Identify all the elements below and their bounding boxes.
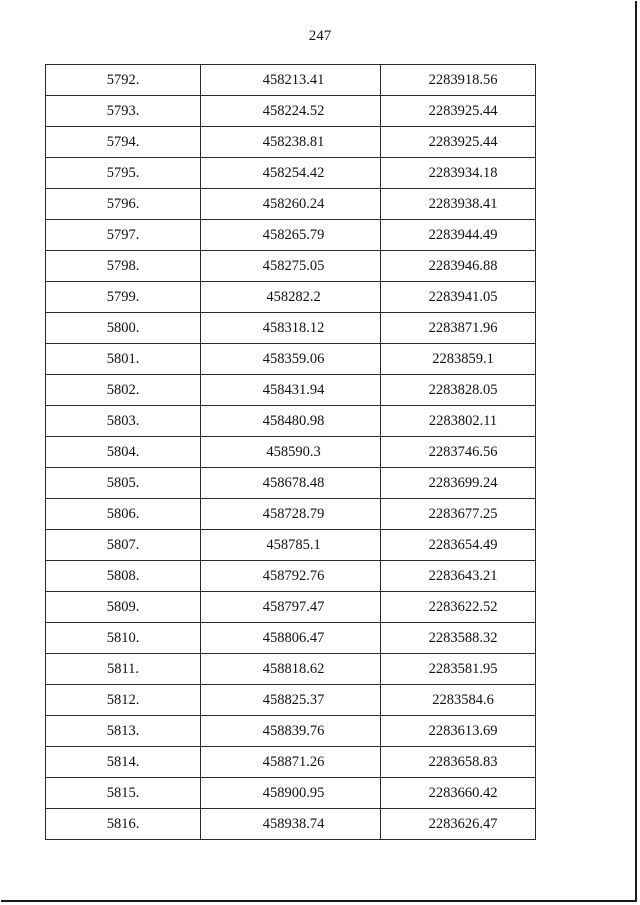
point-number-cell-text: 5795.	[106, 164, 140, 181]
y-coordinate-cell-text: 2283802.11	[428, 412, 498, 429]
point-number-cell-text: 5801.	[106, 350, 140, 367]
coordinates-table	[45, 64, 536, 840]
table-row	[46, 716, 536, 747]
x-coordinate-cell	[201, 313, 381, 344]
y-coordinate-cell	[381, 158, 536, 189]
y-coordinate-cell-text: 2283828.05	[428, 381, 498, 398]
point-number-cell-text: 5804.	[106, 443, 140, 460]
point-number-cell	[46, 344, 201, 375]
point-number-cell-text: 5813.	[106, 722, 140, 739]
x-coordinate-cell-text: 458797.47	[262, 598, 325, 615]
x-coordinate-cell-text: 458728.79	[262, 505, 325, 522]
y-coordinate-cell	[381, 437, 536, 468]
point-number-cell-text: 5803.	[106, 412, 140, 429]
x-coordinate-cell-text: 458260.24	[262, 195, 325, 212]
table-row	[46, 189, 536, 220]
table-row	[46, 375, 536, 406]
y-coordinate-cell	[381, 96, 536, 127]
x-coordinate-cell	[201, 592, 381, 623]
point-number-cell	[46, 375, 201, 406]
point-number-cell-text: 5793.	[106, 102, 140, 119]
coordinates-table-body	[46, 65, 536, 840]
point-number-cell-text: 5800.	[106, 319, 140, 336]
y-coordinate-cell	[381, 282, 536, 313]
y-coordinate-cell-text: 2283699.24	[428, 474, 498, 491]
x-coordinate-cell-text: 458792.76	[262, 567, 325, 584]
table-row	[46, 282, 536, 313]
point-number-cell-text: 5805.	[106, 474, 140, 491]
point-number-cell	[46, 716, 201, 747]
x-coordinate-cell-text: 458825.37	[262, 691, 325, 708]
y-coordinate-cell-text: 2283613.69	[428, 722, 498, 739]
point-number-cell	[46, 282, 201, 313]
y-coordinate-cell	[381, 313, 536, 344]
x-coordinate-cell-text: 458678.48	[262, 474, 325, 491]
y-coordinate-cell	[381, 375, 536, 406]
x-coordinate-cell	[201, 499, 381, 530]
y-coordinate-cell	[381, 65, 536, 96]
y-coordinate-cell-text: 2283918.56	[428, 71, 498, 88]
y-coordinate-cell-text: 2283622.52	[428, 598, 498, 615]
point-number-cell	[46, 592, 201, 623]
y-coordinate-cell-text: 2283941.05	[428, 288, 498, 305]
x-coordinate-cell	[201, 158, 381, 189]
x-coordinate-cell-text: 458900.95	[262, 784, 325, 801]
x-coordinate-cell-text: 458213.41	[262, 71, 325, 88]
x-coordinate-cell-text: 458480.98	[262, 412, 325, 429]
x-coordinate-cell	[201, 685, 381, 716]
y-coordinate-cell	[381, 716, 536, 747]
y-coordinate-cell-text: 2283871.96	[428, 319, 498, 336]
point-number-cell	[46, 809, 201, 840]
table-row	[46, 623, 536, 654]
y-coordinate-cell-text: 2283658.83	[428, 753, 498, 770]
x-coordinate-cell-text: 458431.94	[262, 381, 325, 398]
x-coordinate-cell	[201, 468, 381, 499]
point-number-cell	[46, 561, 201, 592]
table-row	[46, 654, 536, 685]
x-coordinate-cell	[201, 220, 381, 251]
y-coordinate-cell-text: 2283626.47	[428, 815, 498, 832]
y-coordinate-cell-text: 2283581.95	[428, 660, 498, 677]
y-coordinate-cell	[381, 251, 536, 282]
page-number: 247	[308, 28, 332, 44]
x-coordinate-cell-text: 458839.76	[262, 722, 325, 739]
x-coordinate-cell-text: 458265.79	[262, 226, 325, 243]
x-coordinate-cell-text: 458818.62	[262, 660, 325, 677]
table-row	[46, 220, 536, 251]
point-number-cell-text: 5798.	[106, 257, 140, 274]
y-coordinate-cell	[381, 499, 536, 530]
x-coordinate-cell	[201, 406, 381, 437]
point-number-cell	[46, 96, 201, 127]
point-number-cell	[46, 406, 201, 437]
y-coordinate-cell	[381, 127, 536, 158]
y-coordinate-cell-text: 2283938.41	[428, 195, 498, 212]
table-row	[46, 313, 536, 344]
x-coordinate-cell	[201, 530, 381, 561]
y-coordinate-cell-text: 2283643.21	[428, 567, 498, 584]
point-number-cell	[46, 189, 201, 220]
x-coordinate-cell	[201, 809, 381, 840]
y-coordinate-cell	[381, 406, 536, 437]
y-coordinate-cell	[381, 189, 536, 220]
y-coordinate-cell-text: 2283925.44	[428, 133, 498, 150]
x-coordinate-cell-text: 458359.06	[262, 350, 325, 367]
y-coordinate-cell	[381, 344, 536, 375]
y-coordinate-cell-text: 2283677.25	[428, 505, 498, 522]
table-row	[46, 561, 536, 592]
y-coordinate-cell-text: 2283746.56	[428, 443, 498, 460]
point-number-cell	[46, 220, 201, 251]
table-row	[46, 499, 536, 530]
point-number-cell-text: 5814.	[106, 753, 140, 770]
table-row	[46, 158, 536, 189]
y-coordinate-cell	[381, 561, 536, 592]
point-number-cell	[46, 685, 201, 716]
point-number-cell	[46, 778, 201, 809]
point-number-cell-text: 5797.	[106, 226, 140, 243]
y-coordinate-cell-text: 2283925.44	[428, 102, 498, 119]
x-coordinate-cell	[201, 127, 381, 158]
point-number-cell-text: 5812.	[106, 691, 140, 708]
point-number-cell	[46, 65, 201, 96]
y-coordinate-cell-text: 2283654.49	[428, 536, 498, 553]
point-number-cell-text: 5792.	[106, 71, 140, 88]
x-coordinate-cell-text: 458938.74	[262, 815, 325, 832]
x-coordinate-cell	[201, 344, 381, 375]
point-number-cell-text: 5802.	[106, 381, 140, 398]
y-coordinate-cell	[381, 530, 536, 561]
x-coordinate-cell	[201, 654, 381, 685]
y-coordinate-cell-text: 2283859.1	[432, 350, 494, 367]
x-coordinate-cell	[201, 561, 381, 592]
table-row	[46, 344, 536, 375]
y-coordinate-cell	[381, 685, 536, 716]
x-coordinate-cell-text: 458785.1	[266, 536, 321, 553]
x-coordinate-cell-text: 458590.3	[266, 443, 321, 460]
point-number-cell-text: 5799.	[106, 288, 140, 305]
point-number-cell-text: 5816.	[106, 815, 140, 832]
x-coordinate-cell	[201, 375, 381, 406]
table-row	[46, 747, 536, 778]
y-coordinate-cell-text: 2283660.42	[428, 784, 498, 801]
table-row	[46, 406, 536, 437]
point-number-cell	[46, 654, 201, 685]
x-coordinate-cell	[201, 65, 381, 96]
y-coordinate-cell-text: 2283946.88	[428, 257, 498, 274]
table-row	[46, 127, 536, 158]
x-coordinate-cell-text: 458806.47	[262, 629, 325, 646]
point-number-cell-text: 5806.	[106, 505, 140, 522]
x-coordinate-cell-text: 458254.42	[262, 164, 325, 181]
point-number-cell	[46, 530, 201, 561]
y-coordinate-cell	[381, 778, 536, 809]
point-number-cell	[46, 251, 201, 282]
point-number-cell-text: 5810.	[106, 629, 140, 646]
x-coordinate-cell	[201, 189, 381, 220]
y-coordinate-cell-text: 2283934.18	[428, 164, 498, 181]
point-number-cell-text: 5809.	[106, 598, 140, 615]
point-number-cell	[46, 158, 201, 189]
y-coordinate-cell	[381, 592, 536, 623]
x-coordinate-cell	[201, 96, 381, 127]
y-coordinate-cell	[381, 468, 536, 499]
x-coordinate-cell-text: 458871.26	[262, 753, 325, 770]
point-number-cell-text: 5808.	[106, 567, 140, 584]
table-row	[46, 96, 536, 127]
x-coordinate-cell	[201, 437, 381, 468]
point-number-cell-text: 5815.	[106, 784, 140, 801]
y-coordinate-cell	[381, 654, 536, 685]
table-row	[46, 65, 536, 96]
point-number-cell	[46, 499, 201, 530]
table-row	[46, 530, 536, 561]
x-coordinate-cell	[201, 623, 381, 654]
x-coordinate-cell-text: 458224.52	[262, 102, 325, 119]
point-number-cell-text: 5796.	[106, 195, 140, 212]
x-coordinate-cell	[201, 251, 381, 282]
point-number-cell	[46, 747, 201, 778]
point-number-cell-text: 5807.	[106, 536, 140, 553]
table-row	[46, 251, 536, 282]
x-coordinate-cell-text: 458282.2	[266, 288, 321, 305]
table-row	[46, 809, 536, 840]
x-coordinate-cell	[201, 282, 381, 313]
point-number-cell	[46, 623, 201, 654]
y-coordinate-cell	[381, 747, 536, 778]
x-coordinate-cell	[201, 778, 381, 809]
y-coordinate-cell-text: 2283588.32	[428, 629, 498, 646]
point-number-cell	[46, 127, 201, 158]
x-coordinate-cell	[201, 747, 381, 778]
point-number-cell	[46, 468, 201, 499]
table-row	[46, 592, 536, 623]
point-number-cell	[46, 313, 201, 344]
y-coordinate-cell	[381, 623, 536, 654]
y-coordinate-cell-text: 2283584.6	[432, 691, 494, 708]
point-number-cell-text: 5794.	[106, 133, 140, 150]
point-number-cell-text: 5811.	[106, 660, 140, 677]
x-coordinate-cell	[201, 716, 381, 747]
y-coordinate-cell	[381, 220, 536, 251]
table-row	[46, 778, 536, 809]
x-coordinate-cell-text: 458318.12	[262, 319, 325, 336]
point-number-cell	[46, 437, 201, 468]
table-row	[46, 685, 536, 716]
table-row	[46, 468, 536, 499]
table-row	[46, 437, 536, 468]
x-coordinate-cell-text: 458238.81	[262, 133, 325, 150]
y-coordinate-cell	[381, 809, 536, 840]
x-coordinate-cell-text: 458275.05	[262, 257, 325, 274]
y-coordinate-cell-text: 2283944.49	[428, 226, 498, 243]
